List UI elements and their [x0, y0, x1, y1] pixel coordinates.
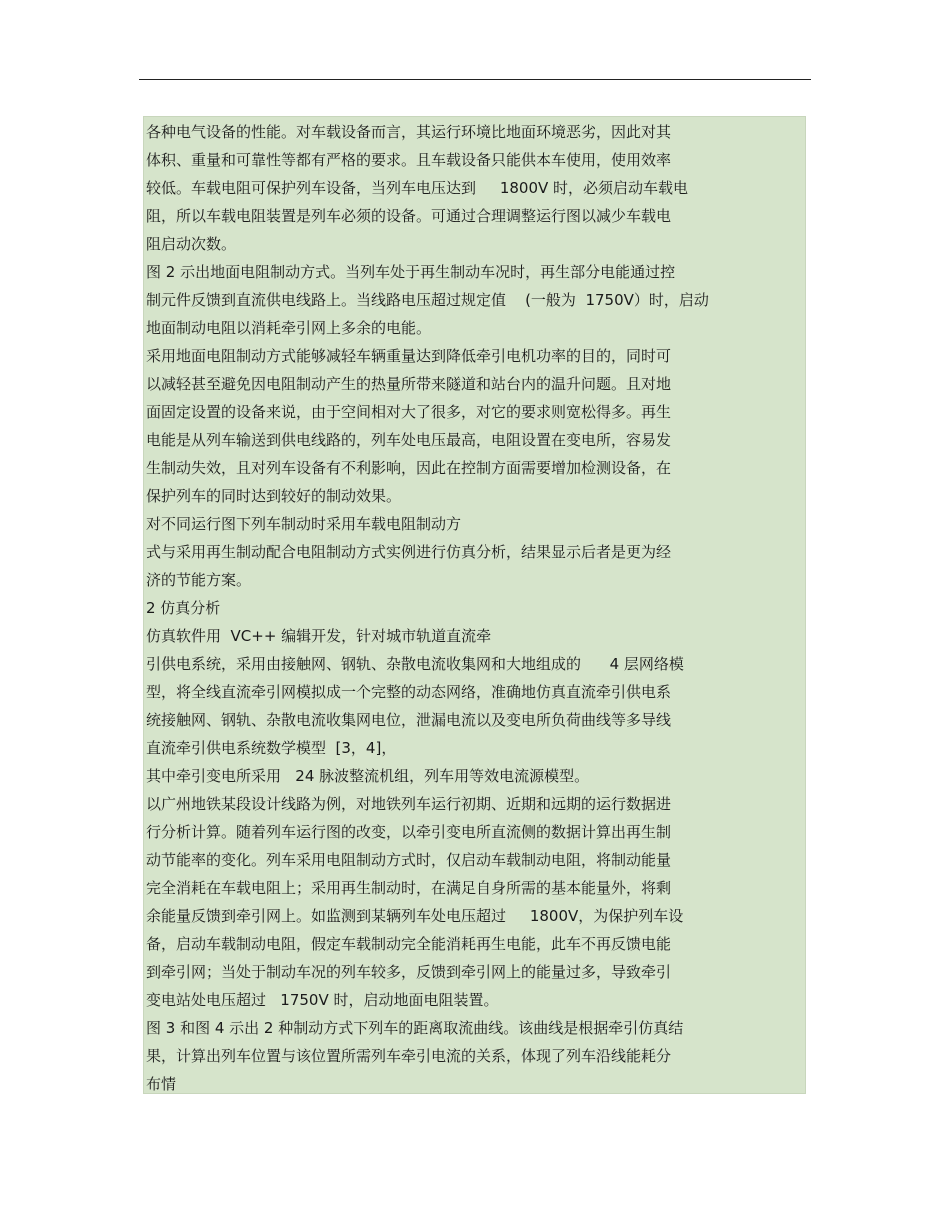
text-line: 余能量反馈到牵引网上。如监测到某辆列车处电压超过 1800V，为保护列车设	[146, 907, 684, 925]
text-line: 动节能率的变化。列车采用电阻制动方式时，仅启动车载制动电阻，将制动能量	[146, 851, 672, 869]
text-line: 完全消耗在车载电阻上；采用再生制动时，在满足自身所需的基本能量外，将剩	[146, 879, 672, 897]
text-line: 型，将全线直流牵引网模拟成一个完整的动态网络，准确地仿真直流牵引供电系	[146, 683, 672, 701]
text-line: 式与采用再生制动配合电阻制动方式实例进行仿真分析，结果显示后者是更为经	[146, 543, 672, 561]
header-rule	[139, 79, 811, 80]
text-line: 生制动失效，且对列车设备有不利影响，因此在控制方面需要增加检测设备，在	[146, 459, 672, 477]
text-line: 电能是从列车输送到供电线路的，列车处电压最高，电阻设置在变电所，容易发	[146, 431, 672, 449]
text-line: 其中牵引变电所采用 24 脉波整流机组，列车用等效电流源模型。	[146, 767, 590, 785]
text-line: 济的节能方案。	[146, 571, 252, 589]
text-line: 仿真软件用 VC++ 编辑开发，针对城市轨道直流牵	[146, 627, 492, 645]
text-line: 采用地面电阻制动方式能够减轻车辆重量达到降低牵引电机功率的目的，同时可	[146, 347, 672, 365]
text-line: 体积、重量和可靠性等都有严格的要求。且车载设备只能供本车使用，使用效率	[146, 151, 672, 169]
text-line: 果，计算出列车位置与该位置所需列车牵引电流的关系，体现了列车沿线能耗分	[146, 1047, 672, 1065]
text-line: 变电站处电压超过 1750V 时，启动地面电阻装置。	[146, 991, 499, 1009]
text-line: 图 2 示出地面电阻制动方式。当列车处于再生制动车况时，再生部分电能通过控	[146, 263, 676, 281]
text-line: 制元件反馈到直流供电线路上。当线路电压超过规定值 (一般为 1750V）时，启动	[146, 291, 709, 309]
text-line: 保护列车的同时达到较好的制动效果。	[146, 487, 402, 505]
text-line: 布情	[146, 1075, 177, 1093]
text-line: 备，启动车载制动电阻，假定车载制动完全能消耗再生电能，此车不再反馈电能	[146, 935, 672, 953]
text-line: 引供电系统，采用由接触网、钢轨、杂散电流收集网和大地组成的 4 层网络模	[146, 655, 684, 673]
text-lines	[144, 118, 807, 1098]
text-line: 统接触网、钢轨、杂散电流收集网电位，泄漏电流以及变电所负荷曲线等多导线	[146, 711, 672, 729]
text-line: 地面制动电阻以消耗牵引网上多余的电能。	[146, 319, 432, 337]
text-line: 较低。车载电阻可保护列车设备，当列车电压达到 1800V 时，必须启动车载电	[146, 179, 689, 197]
text-line: 行分析计算。随着列车运行图的改变，以牵引变电所直流侧的数据计算出再生制	[146, 823, 672, 841]
highlighted-text-block	[143, 116, 806, 1094]
text-line: 各种电气设备的性能。对车载设备而言，其运行环境比地面环境恶劣，因此对其	[146, 123, 672, 141]
text-line: 对不同运行图下列车制动时采用车载电阻制动方	[146, 515, 462, 533]
text-line: 阻启动次数。	[146, 235, 237, 253]
text-line: 直流牵引供电系统数学模型 [3，4]，	[146, 739, 397, 757]
text-line: 阻，所以车载电阻装置是列车必须的设备。可通过合理调整运行图以减少车载电	[146, 207, 672, 225]
text-line: 到牵引网；当处于制动车况的列车较多，反馈到牵引网上的能量过多，导致牵引	[146, 963, 672, 981]
text-line: 2 仿真分析	[146, 599, 221, 617]
text-line: 图 3 和图 4 示出 2 种制动方式下列车的距离取流曲线。该曲线是根据牵引仿真结	[146, 1019, 684, 1037]
text-line: 以广州地铁某段设计线路为例，对地铁列车运行初期、近期和远期的运行数据进	[146, 795, 672, 813]
text-line: 以减轻甚至避免因电阻制动产生的热量所带来隧道和站台内的温升问题。且对地	[146, 375, 672, 393]
text-line: 面固定设置的设备来说，由于空间相对大了很多，对它的要求则宽松得多。再生	[146, 403, 672, 421]
